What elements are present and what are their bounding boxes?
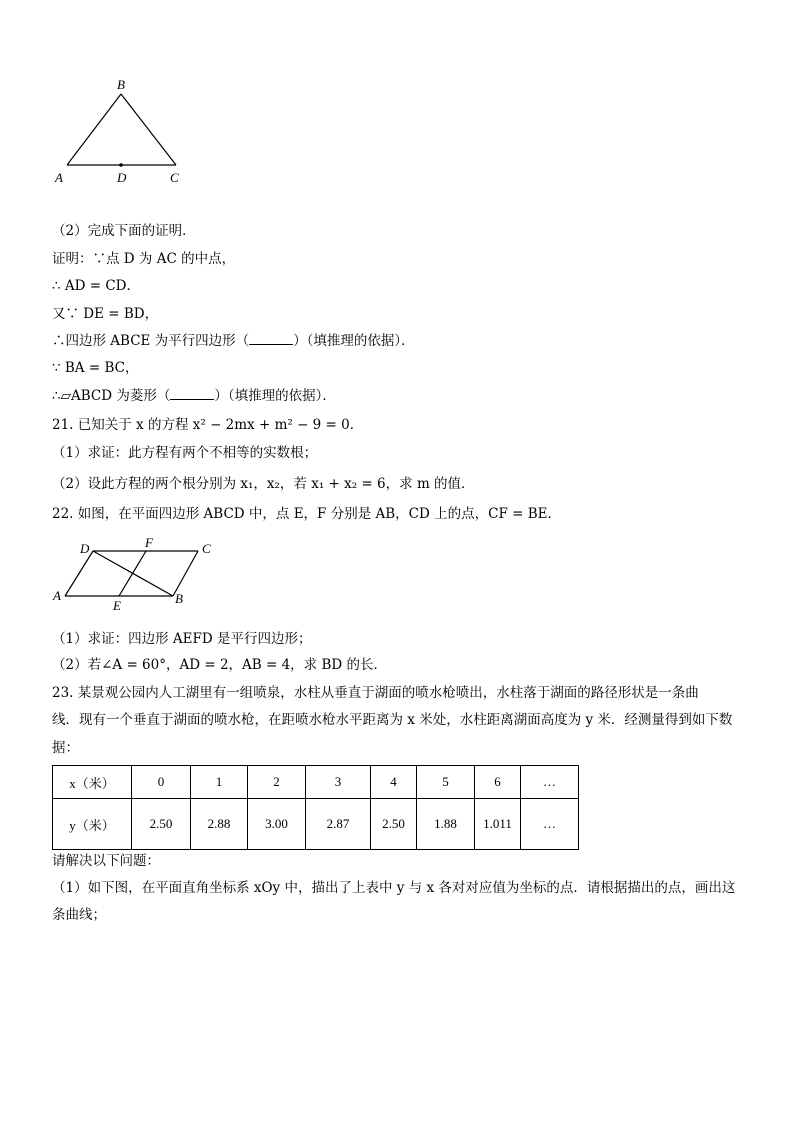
table-cell: 3 <box>306 766 371 799</box>
question-23-solve: 请解决以下问题： <box>52 853 160 869</box>
question-22-part2: （2）若∠A = 60°，AD = 2，AB = 4，求 BD 的长． <box>52 657 388 673</box>
table-cell: 1.011 <box>475 799 521 850</box>
midpoint-d <box>119 163 123 167</box>
table-cell: 1.88 <box>417 799 475 850</box>
segment-ef <box>119 551 146 596</box>
table-row-y <box>53 799 579 850</box>
proof-line-1: 证明：∵点 D 为 AC 的中点， <box>52 251 236 267</box>
table-cell: 2.50 <box>132 799 191 850</box>
label-d2: D <box>80 541 90 556</box>
table-cell: … <box>521 799 579 850</box>
question-22-part1: （1）求证：四边形 AEFD 是平行四边形； <box>52 631 312 647</box>
table-cell: 2.88 <box>191 799 248 850</box>
proof-line-4-end: ）（填推理的依据）． <box>293 333 415 349</box>
table-cell: 6 <box>475 766 521 799</box>
label-c: C <box>170 170 179 185</box>
question-22: 22. 如图，在平面四边形 ABCD 中，点 E，F 分别是 AB，CD 上的点，CF = BE． <box>52 506 561 522</box>
proof-line-6 <box>52 387 336 405</box>
table-cell: … <box>521 766 579 799</box>
parallelogram-figure <box>0 535 230 615</box>
proof-line-2: ∴ AD = CD． <box>52 278 141 294</box>
table-cell: 1 <box>191 766 248 799</box>
question-21-part1: （1）求证：此方程有两个不相等的实数根； <box>52 445 318 461</box>
label-c2: C <box>202 541 211 556</box>
question-23-line3: 据： <box>52 740 79 756</box>
table-cell: 2 <box>248 766 306 799</box>
label-f: F <box>145 535 153 550</box>
label-a2: A <box>53 588 61 603</box>
part2-intro: （2）完成下面的证明． <box>52 223 196 239</box>
table-cell: 2.87 <box>306 799 371 850</box>
question-23-line2: 线．现有一个垂直于湖面的喷水枪，在距喷水枪水平距离为 x 米处，水柱距离湖面高度为 y 米．经测量得到如下数 <box>52 712 733 728</box>
question-23-line1: 23. 某景观公园内人工湖里有一组喷泉，水柱从垂直于湖面的喷水枪喷出，水柱落于湖面的路径形状是一条曲 <box>52 685 699 701</box>
table-cell: 5 <box>417 766 475 799</box>
table-row-x <box>53 766 579 799</box>
answer-blank-1[interactable] <box>249 332 293 345</box>
proof-line-4-start: ∴四边形 ABCE 为平行四边形（ <box>52 333 250 349</box>
table-header-y: y（米） <box>53 799 132 850</box>
proof-line-5: ∵ BA = BC， <box>52 360 139 376</box>
proof-line-6-start: ∴▱ABCD 为菱形（ <box>52 388 171 404</box>
question-23-part1-line1: （1）如下图，在平面直角坐标系 xOy 中，描出了上表中 y 与 x 各对对应值为坐标的点．请根据描出的点，画出这 <box>52 880 736 896</box>
label-a: A <box>55 170 63 185</box>
proof-line-3: 又∵ DE = BD， <box>52 306 159 322</box>
label-e: E <box>113 598 121 613</box>
side-ad <box>65 551 93 596</box>
side-bc2 <box>173 551 198 596</box>
label-b: B <box>117 77 125 92</box>
data-table <box>52 765 579 850</box>
label-d: D <box>117 170 127 185</box>
side-bc <box>121 94 176 165</box>
side-ab <box>67 94 121 165</box>
label-b2: B <box>175 591 183 606</box>
table-cell: 0 <box>132 766 191 799</box>
proof-line-4 <box>52 332 415 350</box>
proof-line-6-end: ）（填推理的依据）． <box>214 388 336 404</box>
answer-blank-2[interactable] <box>170 387 214 400</box>
table-cell: 2.50 <box>371 799 417 850</box>
triangle-figure <box>0 70 220 190</box>
question-21: 21. 已知关于 x 的方程 x² − 2mx + m² − 9 = 0． <box>52 417 364 433</box>
table-cell: 3.00 <box>248 799 306 850</box>
question-21-part2: （2）设此方程的两个根分别为 x₁，x₂，若 x₁ + x₂ = 6，求 m 的值． <box>52 476 475 492</box>
table-header-x: x（米） <box>53 766 132 799</box>
question-23-part1-line2: 条曲线； <box>52 907 106 923</box>
table-cell: 4 <box>371 766 417 799</box>
